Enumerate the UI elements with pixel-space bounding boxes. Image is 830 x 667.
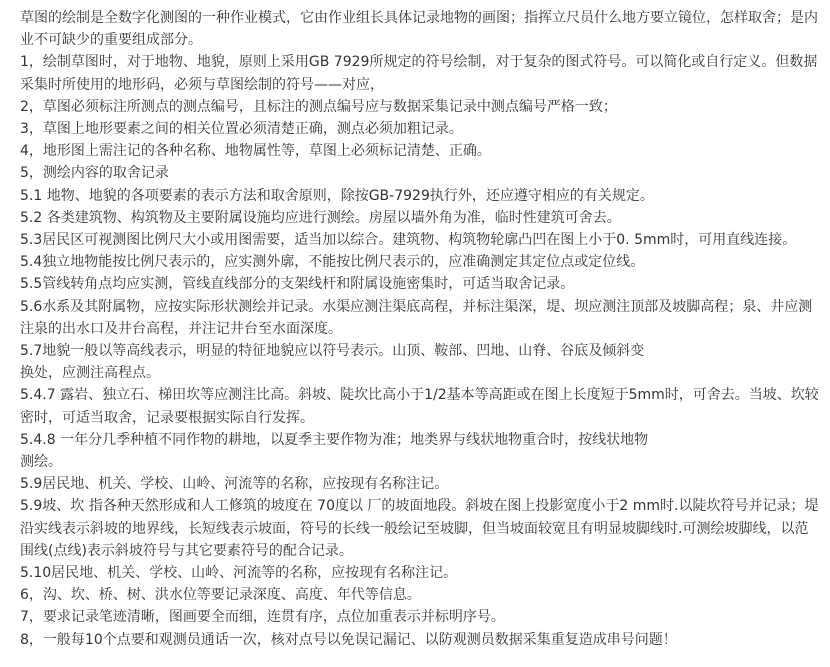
paragraph-item-5-5: 5.5管线转角点均应实测，管线直线部分的支架线杆和附属设施密集时，可适当取舍记录。 xyxy=(20,276,575,293)
paragraph-item-8: 8，一般每10个点要和观测员通话一次，核对点号以免误记漏记、以防观测员数据采集重复造成串号问题！ xyxy=(20,631,677,648)
paragraph-item-5-6: 5.6水系及其附属物，应按实际形状测绘并记录。水渠应测注渠底高程，并标注渠深，堤、坝应测注顶部及坡脚高程；泉、井应测注泉的出水口及井台高程，并注记井台至水面深度。 xyxy=(20,298,813,337)
paragraph-item-5-4-7: 5.4.7 露岩、独立石、梯田坎等应测注比高。斜坡、陡坎比高小于1/2基本等高距或在图上长度短于5mm时，可舍去。当坡、坎较密时，可适当取舍，记录要根据实际自行发挥。 xyxy=(20,387,819,426)
paragraph-line-2: 换处，应测注高程点。 xyxy=(20,365,160,382)
paragraph-item-6: 6，沟、坎、桥、树、洪水位等要记录深度、高度、年代等信息。 xyxy=(20,587,421,604)
paragraph-item-5-2: 5.2 各类建筑物、构筑物及主要附属设施均应进行测绘。房屋以墙外角为准，临时性建筑可舍去。 xyxy=(20,209,621,226)
paragraph-line-1: 5.4.8 一年分几季种植不同作物的耕地，以夏季主要作物为准；地类界与线状地物重合时，按线状地物 xyxy=(20,431,649,448)
paragraph-item-5-4-8 xyxy=(20,429,822,473)
paragraph-item-4: 4，地形图上需注记的各种名称、地物属性等，草图上必须标记清楚、正确。 xyxy=(20,143,491,160)
paragraph-item-5-7 xyxy=(20,340,822,384)
paragraph-line-1: 5.7地貌一般以等高线表示，明显的特征地貌应以符号表示。山顶、鞍部、凹地、山脊、谷底及倾斜变 xyxy=(20,343,645,360)
paragraph-item-5-9-slopes: 5.9坡、坎 指各种天然形成和人工修筑的坡度在 70度以 厂的坡面地段。斜坡在图上投影宽度小于2 mm时.以陡坎符号并记录；堤沿实线表示斜坡的地界线，长短线表示坡面，符号的长线一般绘记至坡脚，但当坡面较宽且有明显坡脚线时.可测绘坡脚线，以范围线(点线)表示斜坡符号与其它要素符号的配合记录。 xyxy=(20,498,819,559)
paragraph-item-5-3: 5.3居民区可视测图比例尺大小或用图需要，适当加以综合。建筑物、构筑物轮廓凸凹在图上小于0. 5mm时，可用直线连接。 xyxy=(20,232,797,249)
paragraph-item-5-9-names: 5.9居民地、机关、学校、山岭、河流等的名称，应按现有名称注记。 xyxy=(20,476,449,493)
paragraph-item-1: 1，绘制草图时，对于地物、地貌，原则上采用GB 7929所规定的符号绘制，对于复杂的图式符号。可以简化或自行定义。但数据采集时所使用的地形码，必须与草图绘制的符号——对应， xyxy=(20,54,818,93)
paragraph-item-2: 2，草图必须标注所测点的测点编号，且标注的测点编号应与数据采集记录中测点编号严格一致； xyxy=(20,98,617,115)
paragraph-item-7: 7，要求记录笔迹清晰，图画要全而细，连贯有序，点位加重表示并标明序号。 xyxy=(20,609,505,626)
paragraph-item-5-4: 5.4独立地物能按比例尺表示的，应实测外廓，不能按比例尺表示的，应准确测定其定位点或定位线。 xyxy=(20,254,645,271)
paragraph-item-5-1: 5.1 地物、地貌的各项要素的表示方法和取舍原则，除按GB-7929执行外，还应遵守相应的有关规定。 xyxy=(20,187,654,204)
paragraph-item-3: 3，草图上地形要素之间的相关位置必须清楚正确，测点必须加粗记录。 xyxy=(20,121,463,138)
paragraph-item-5-10: 5.10居民地、机关、学校、山岭、河流等的名称，应按现有名称注记。 xyxy=(20,565,458,582)
paragraph-item-5: 5，测绘内容的取舍记录 xyxy=(20,165,169,182)
paragraph-intro: 草图的绘制是全数字化测图的一种作业模式，它由作业组长具体记录地物的画图；指挥立尺员什么地方要立镜位，怎样取舍；是内业不可缺少的重要组成部分。 xyxy=(20,10,818,49)
paragraph-line-2: 测绘。 xyxy=(20,454,62,471)
